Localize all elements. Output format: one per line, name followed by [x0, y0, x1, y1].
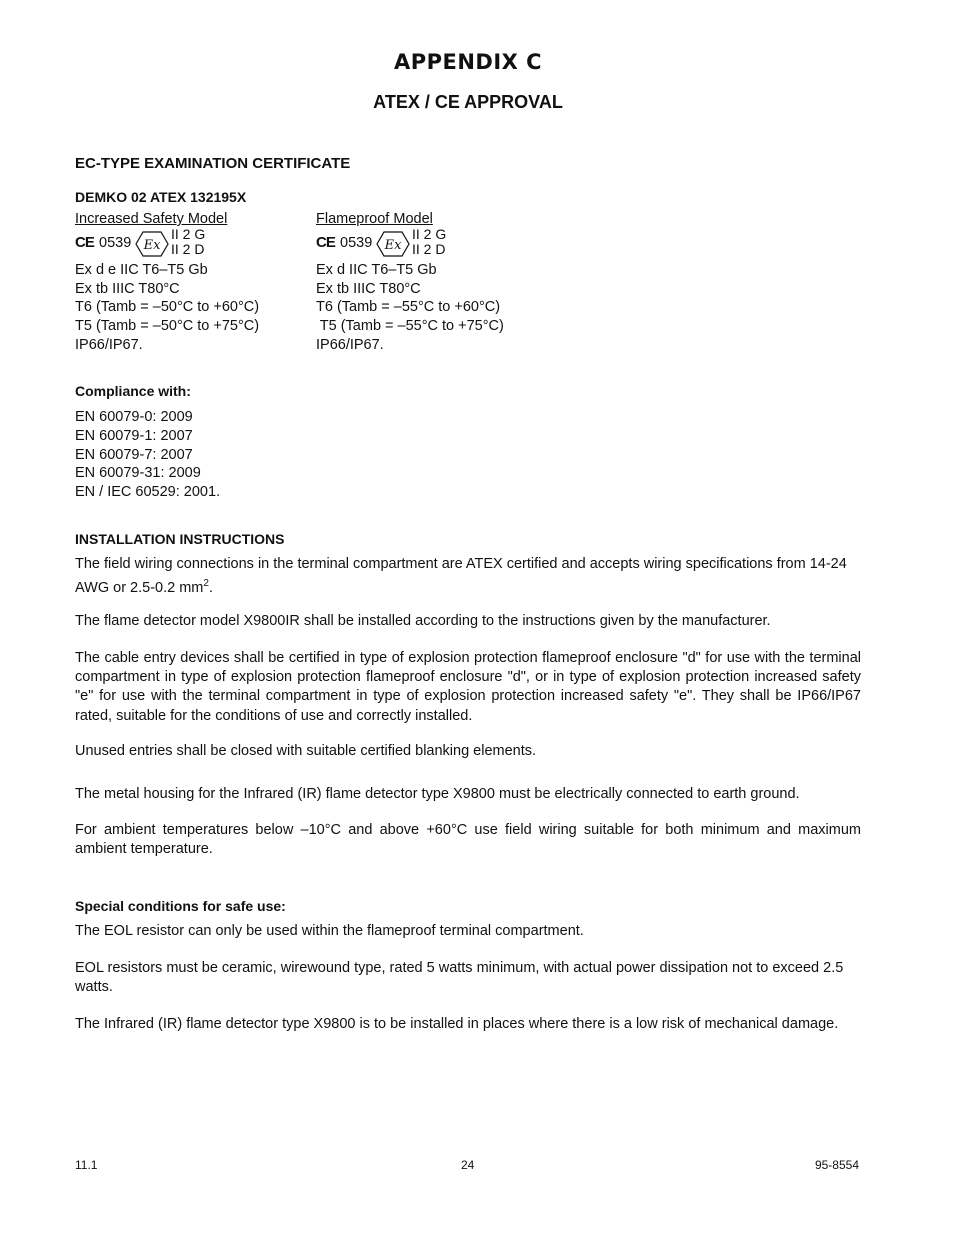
special-paragraph: EOL resistors must be ceramic, wirewound type, rated 5 watts minimum, with actual power dissipation not to exceed 2.5 watts.: [75, 960, 844, 996]
ex-symbol-text: Ex: [143, 237, 161, 253]
installation-paragraph: Unused entries shall be closed with suitable certified blanking elements.: [75, 743, 537, 759]
notified-body-number: 0539: [99, 234, 132, 251]
marking-line: IP66/IP67.: [75, 336, 143, 353]
marking-line: Ex d IIC T6–T5 Gb: [316, 261, 437, 278]
footer-page-number: 24: [461, 1158, 475, 1172]
flameproof-column: [316, 210, 536, 355]
certificate-number: DEMKO 02 ATEX 132195X: [75, 189, 247, 205]
marking-line: IP66/IP67.: [316, 336, 384, 353]
standard-item: EN 60079-1: 2007: [75, 427, 193, 444]
marking-line: Ex tb IIIC T80°C: [316, 280, 421, 297]
section-subtitle: ATEX / CE APPROVAL: [373, 92, 563, 112]
ce-mark-icon: CE: [75, 233, 94, 251]
increased-safety-column: [75, 210, 295, 355]
installation-paragraph: The cable entry devices shall be certified in type of explosion protection flameproof enclosure "d" for use with the terminal compartment in type of explosion protection flameproof enclosure "d", or in type of explosion protection increased safety "e" for use with the terminal compartment in type of explosion protection increased safety "e". They shall be IP66/IP67 rated, suitable for the conditions of use and correctly installed.: [75, 650, 861, 724]
superscript: 2: [203, 578, 209, 590]
footer-revision: 11.1: [75, 1158, 98, 1172]
document-page: [75, 0, 861, 1235]
certificate-heading: EC-TYPE EXAMINATION CERTIFICATE: [75, 155, 351, 172]
appendix-title: APPENDIX C: [393, 50, 543, 74]
equipment-group: [412, 227, 446, 257]
marking-line: T5 (Tamb = –50°C to +75°C): [75, 318, 260, 335]
standard-item: EN / IEC 60529: 2001.: [75, 484, 221, 501]
special-paragraph: The EOL resistor can only be used within the flameproof terminal compartment.: [75, 923, 584, 939]
standard-item: EN 60079-31: 2009: [75, 465, 201, 482]
installation-paragraph: The metal housing for the Infrared (IR) flame detector type X9800 must be electrically connected to earth ground.: [75, 786, 800, 802]
compliance-heading: Compliance with:: [75, 383, 191, 399]
model-title: Flameproof Model: [316, 211, 433, 227]
marking-line: T6 (Tamb = –55°C to +60°C): [316, 299, 501, 316]
group-gas: II 2 G: [412, 225, 447, 242]
installation-paragraph: For ambient temperatures below –10°C and above +60°C use field wiring suitable for both minimum and maximum ambient temperature.: [75, 822, 861, 858]
ex-hexagon-icon: [376, 231, 410, 257]
marking-line: Ex tb IIIC T80°C: [75, 280, 180, 297]
equipment-group: [171, 227, 205, 257]
installation-paragraph: The flame detector model X9800IR shall be installed according to the instructions given by the manufacturer.: [75, 613, 771, 629]
standards-list: [75, 408, 220, 502]
group-dust: II 2 D: [171, 240, 205, 257]
paragraph-end: .: [208, 580, 213, 597]
special-conditions-heading: Special conditions for safe use:: [75, 898, 286, 914]
marking-line: T6 (Tamb = –50°C to +60°C): [75, 299, 260, 316]
standard-item: EN 60079-7: 2007: [75, 446, 193, 463]
marking-block: [316, 225, 536, 261]
ex-symbol-text: Ex: [384, 237, 402, 253]
group-dust: II 2 D: [412, 240, 446, 257]
special-paragraph: The Infrared (IR) flame detector type X9800 is to be installed in places where there is a low risk of mechanical damage.: [75, 1016, 839, 1032]
installation-heading: INSTALLATION INSTRUCTIONS: [75, 531, 285, 547]
marking-block: [75, 225, 295, 261]
installation-paragraph: [75, 555, 861, 598]
group-gas: II 2 G: [171, 225, 206, 242]
ce-mark-icon: CE: [316, 233, 335, 251]
model-title: Increased Safety Model: [75, 211, 228, 227]
paragraph-text: The field wiring connections in the terminal compartment are ATEX certified and accepts wiring specifications from 14-24 AWG or 2.5-0.2 mm: [75, 556, 847, 597]
standard-item: EN 60079-0: 2009: [75, 409, 193, 425]
notified-body-number: 0539: [340, 234, 373, 251]
marking-line: Ex d e IIC T6–T5 Gb: [75, 261, 208, 278]
ex-hexagon-icon: [135, 231, 169, 257]
footer-doc-number: 95-8554: [814, 1158, 859, 1172]
marking-line: T5 (Tamb = –55°C to +75°C): [316, 318, 504, 335]
